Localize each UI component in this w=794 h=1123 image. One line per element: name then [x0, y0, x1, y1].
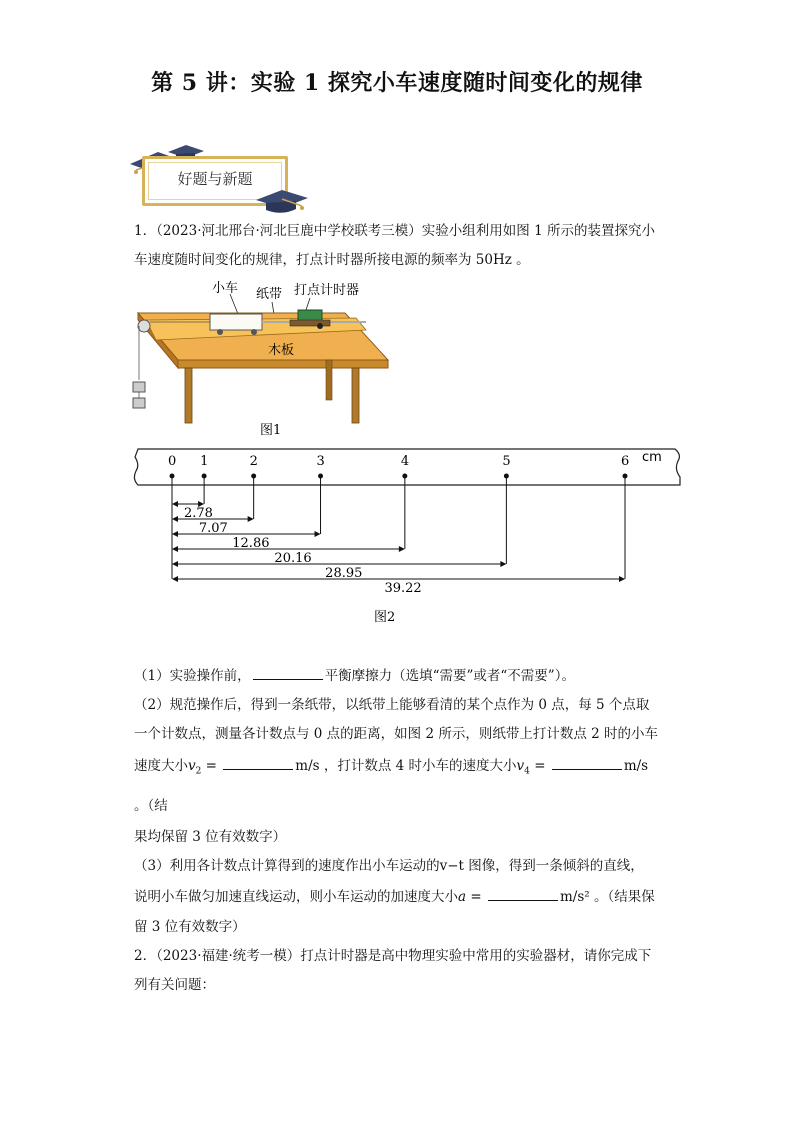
tape-unit: cm: [642, 450, 662, 465]
arrow-head: [248, 516, 254, 522]
q1-part3-line2: 说明小车做匀加速直线运动，则小车运动的加速度大小a = m/s² 。（结果保: [134, 881, 664, 913]
q1-intro: [134, 217, 664, 275]
distance-label: 28.95: [325, 566, 363, 581]
answer-blank-4[interactable]: [488, 886, 558, 901]
figure-2-tape: [130, 445, 690, 630]
q1-part2-line4: 果均保留 3 位有效数字）: [134, 828, 287, 845]
distance-label: 2.78: [184, 506, 213, 521]
label-tape: 纸带: [256, 287, 283, 302]
figure-1-caption: 图1: [260, 423, 282, 438]
distance-label: 7.07: [198, 521, 228, 536]
figure-1-apparatus: [130, 280, 400, 450]
q1-part1: （1）实验操作前， 平衡摩擦力（选填“需要”或者“不需要”）。: [134, 662, 664, 691]
q1-intro-line1: 1．（2023·河北邢台·河北巨鹿中学校联考三模）实验小组利用如图 1 所示的装置探究小: [134, 223, 655, 239]
figure-2-caption: 图2: [374, 610, 396, 625]
tape-point-label: 3: [316, 454, 325, 469]
arrow-head: [172, 501, 178, 507]
q1-part2-line1: （2）规范操作后，得到一条纸带，以纸带上能够看清的某个点作为 0 点，每 5 个点取: [134, 697, 650, 713]
arrow-head: [172, 561, 178, 567]
label-car: 小车: [212, 281, 239, 296]
q1-part2-line3: 速度大小$v_2 = m/s$ ，打计数点 4 时小车的速度大小$v_4 = m/s$ 。（结: [134, 749, 664, 823]
tape-point-label: 6: [620, 454, 630, 469]
tape-point-label: 5: [502, 454, 511, 469]
tape-point-label: 2: [249, 454, 258, 469]
tape-point-label: 0: [168, 454, 177, 469]
badge-label: 好题与新题: [177, 170, 253, 188]
arrow-head: [619, 576, 625, 582]
answer-blank-3[interactable]: [552, 755, 622, 770]
q2-line1: 2．（2023·福建·统考一模）打点计时器是高中物理实验中常用的实验器材，请你完成下: [134, 947, 652, 964]
arrow-head: [172, 516, 178, 522]
q1-part2-line2: 一个计数点，测量各计数点与 0 点的距离，如图 2 所示，则纸带上打计数点 2 时的小车: [134, 726, 659, 742]
arrow-head: [399, 546, 405, 552]
distance-label: 39.22: [384, 581, 422, 596]
q2-line2: 列有关问题：: [134, 976, 215, 993]
arrow-head: [172, 576, 178, 582]
label-board: 木板: [268, 343, 295, 358]
q1-part3-line1: （3）利用各计数点计算得到的速度作出小车运动的v−t 图像，得到一条倾斜的直线，: [134, 857, 644, 874]
tape-point-label: 1: [200, 454, 209, 469]
label-timer: 打点计时器: [294, 283, 360, 298]
answer-blank-1[interactable]: [253, 665, 323, 680]
answer-blank-2[interactable]: [223, 755, 293, 770]
arrow-head: [315, 531, 321, 537]
q1-part3-line3: 留 3 位有效数字）: [134, 918, 246, 935]
q1-intro-line2: 车速度随时间变化的规律，打点计时器所接电源的频率为 50Hz 。: [134, 252, 530, 268]
arrow-head: [172, 546, 178, 552]
arrow-head: [172, 531, 178, 537]
distance-label: 12.86: [232, 536, 270, 551]
section-badge: [128, 148, 318, 214]
tape-point-label: 4: [400, 454, 410, 469]
arrow-head: [500, 561, 506, 567]
q1-body: [134, 662, 664, 1000]
distance-arrows: [172, 501, 625, 596]
page-title: 第 5 讲：实验 1 探究小车速度随时间变化的规律: [151, 70, 643, 96]
graduation-cap-icon: [254, 186, 310, 216]
distance-label: 20.16: [274, 551, 312, 566]
